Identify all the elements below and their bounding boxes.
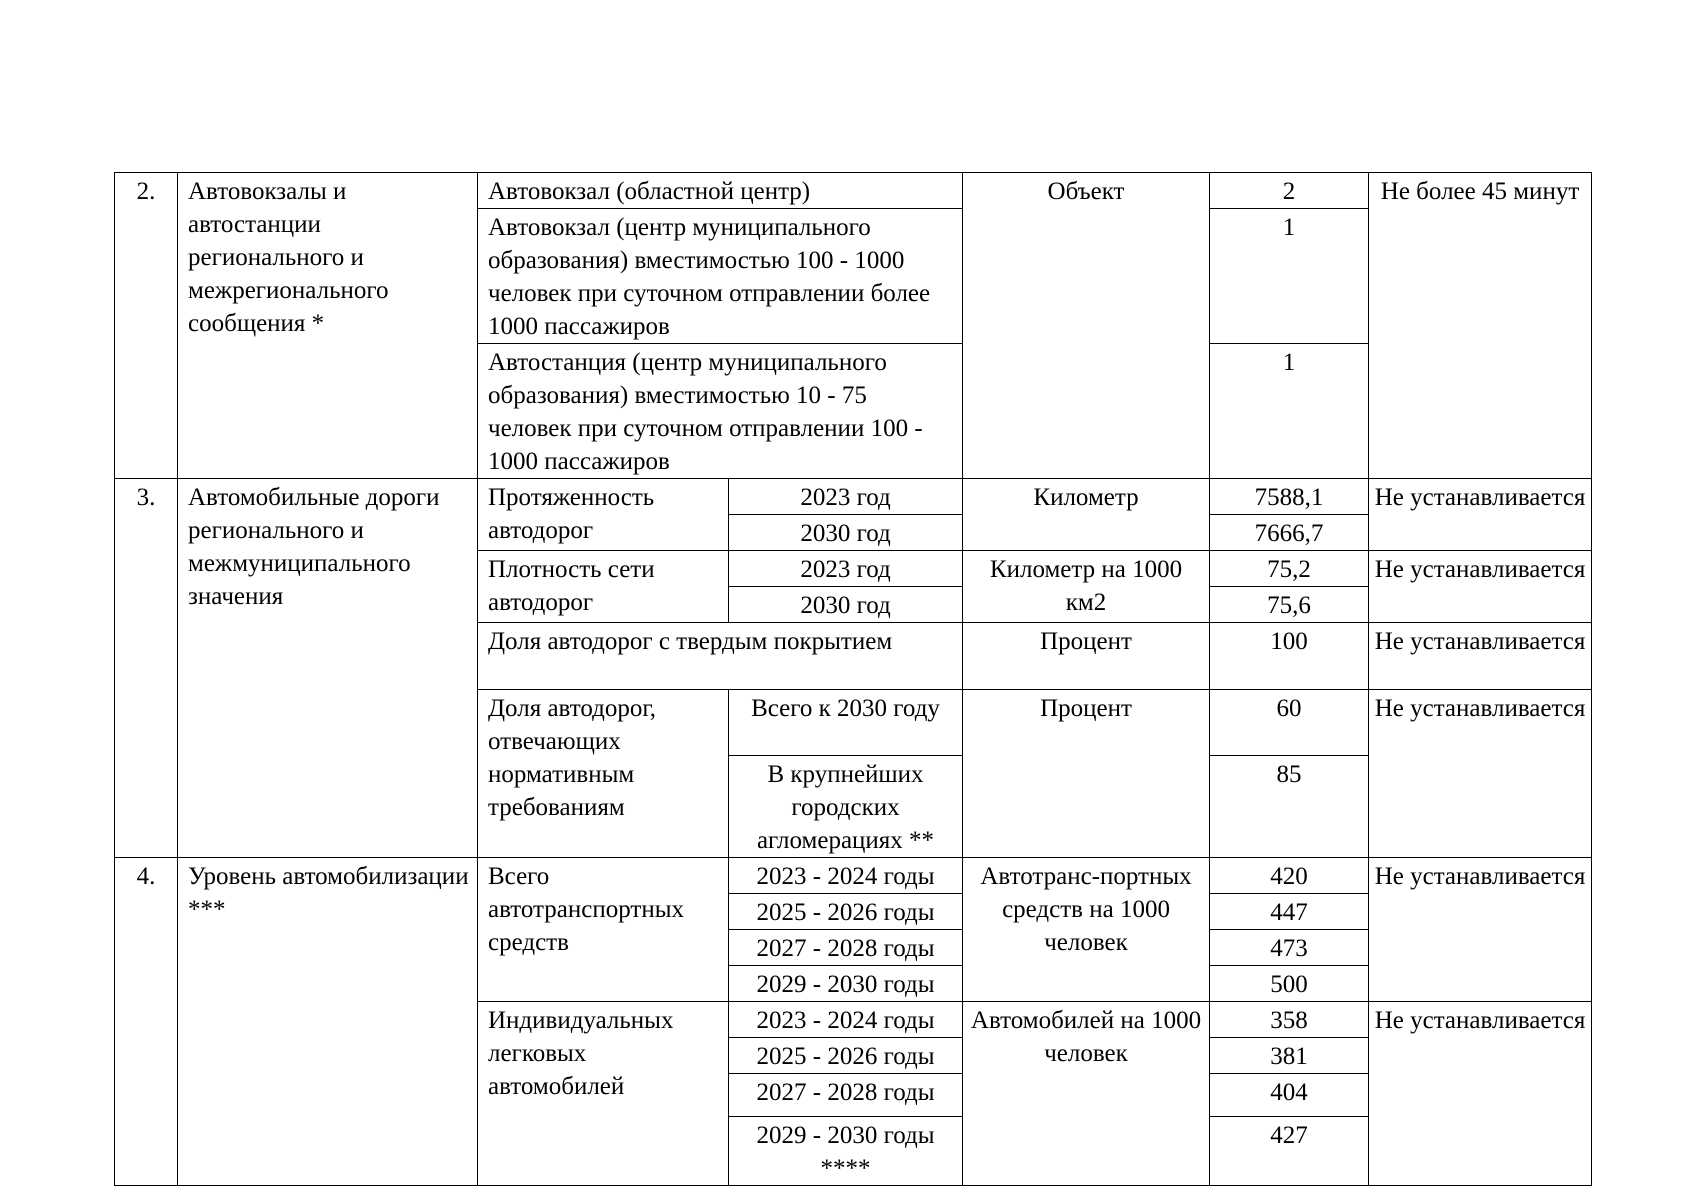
period-cell: 2023 - 2024 годы xyxy=(729,1002,963,1038)
value-cell: 75,6 xyxy=(1210,587,1369,623)
period-cell: 2025 - 2026 годы xyxy=(729,1038,963,1074)
limit-cell: Не более 45 минут xyxy=(1369,173,1592,479)
unit-cell: Процент xyxy=(963,623,1210,690)
indicators-table xyxy=(114,172,1592,1186)
value-cell: 1 xyxy=(1210,209,1369,344)
value-cell: 473 xyxy=(1210,930,1369,966)
value-cell: 427 xyxy=(1210,1117,1369,1186)
object-name: Уровень автомобилизации *** xyxy=(178,858,478,1186)
unit-cell: Объект xyxy=(963,173,1210,479)
period-cell: 2023 - 2024 годы xyxy=(729,858,963,894)
limit-cell: Не устанавливается xyxy=(1369,479,1592,551)
value-cell: 381 xyxy=(1210,1038,1369,1074)
limit-cell: Не устанавливается xyxy=(1369,1002,1592,1186)
limit-cell: Не устанавливается xyxy=(1369,858,1592,1002)
value-cell: 420 xyxy=(1210,858,1369,894)
period-cell: 2029 - 2030 годы xyxy=(729,966,963,1002)
value-cell: 75,2 xyxy=(1210,551,1369,587)
period-cell: 2030 год xyxy=(729,587,963,623)
table-row xyxy=(115,479,1592,515)
period-cell: 2023 год xyxy=(729,479,963,515)
value-cell: 447 xyxy=(1210,894,1369,930)
unit-cell: Процент xyxy=(963,690,1210,858)
period-cell: 2027 - 2028 годы xyxy=(729,930,963,966)
value-cell: 85 xyxy=(1210,756,1369,858)
period-cell: 2029 - 2030 годы **** xyxy=(729,1117,963,1186)
limit-cell: Не устанавливается xyxy=(1369,690,1592,858)
value-cell: 7588,1 xyxy=(1210,479,1369,515)
object-name: Автомобильные дороги регионального и межмуниципального значения xyxy=(178,479,478,858)
unit-cell: Километр xyxy=(963,479,1210,551)
unit-cell: Автотранс-портных средств на 1000 человек xyxy=(963,858,1210,1002)
period-cell: В крупнейших городских агломерациях ** xyxy=(729,756,963,858)
row-number: 2. xyxy=(115,173,178,479)
indicator-label: Доля автодорог, отвечающих нормативным требованиям xyxy=(478,690,729,858)
indicator-label: Автостанция (центр муниципального образования) вместимостью 10 - 75 человек при суточном отправлении 100 - 1000 пассажиров xyxy=(478,344,963,479)
period-cell: 2025 - 2026 годы xyxy=(729,894,963,930)
value-cell: 100 xyxy=(1210,623,1369,690)
limit-cell: Не устанавливается xyxy=(1369,551,1592,623)
indicator-label: Плотность сети автодорог xyxy=(478,551,729,623)
indicator-label: Автовокзал (центр муниципального образования) вместимостью 100 - 1000 человек при суточном отправлении более 1000 пассажиров xyxy=(478,209,963,344)
indicator-label: Всего автотранспортных средств xyxy=(478,858,729,1002)
unit-cell: Автомобилей на 1000 человек xyxy=(963,1002,1210,1186)
table-row xyxy=(115,858,1592,894)
unit-cell: Километр на 1000 км2 xyxy=(963,551,1210,623)
row-number: 3. xyxy=(115,479,178,858)
object-name: Автовокзалы и автостанции регионального и межрегионального сообщения * xyxy=(178,173,478,479)
period-cell: 2027 - 2028 годы xyxy=(729,1074,963,1117)
value-cell: 404 xyxy=(1210,1074,1369,1117)
value-cell: 2 xyxy=(1210,173,1369,209)
value-cell: 500 xyxy=(1210,966,1369,1002)
value-cell: 7666,7 xyxy=(1210,515,1369,551)
period-cell: 2023 год xyxy=(729,551,963,587)
table-row xyxy=(115,173,1592,209)
indicator-label: Доля автодорог с твердым покрытием xyxy=(478,623,963,690)
value-cell: 1 xyxy=(1210,344,1369,479)
indicator-label: Автовокзал (областной центр) xyxy=(478,173,963,209)
value-cell: 358 xyxy=(1210,1002,1369,1038)
indicator-label: Протяженность автодорог xyxy=(478,479,729,551)
indicator-label: Индивидуальных легковых автомобилей xyxy=(478,1002,729,1186)
period-cell: 2030 год xyxy=(729,515,963,551)
row-number: 4. xyxy=(115,858,178,1186)
value-cell: 60 xyxy=(1210,690,1369,756)
period-cell: Всего к 2030 году xyxy=(729,690,963,756)
limit-cell: Не устанавливается xyxy=(1369,623,1592,690)
